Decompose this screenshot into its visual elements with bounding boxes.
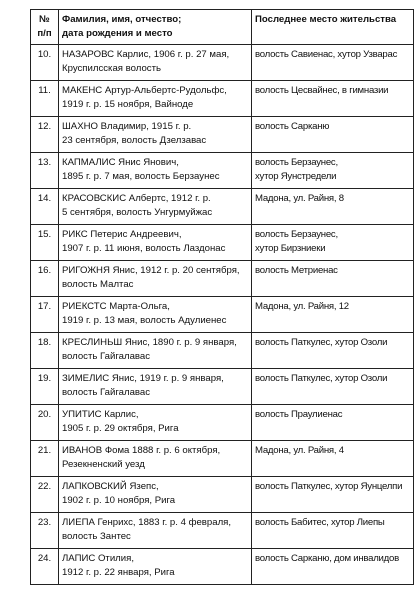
residence-line: волость Цесвайнес, в гимназии — [255, 85, 389, 96]
person-cell — [59, 261, 252, 297]
residence-cell — [252, 117, 414, 153]
person-line: 1895 г. р. 7 мая, волость Берзаунес — [62, 171, 220, 182]
table-row — [31, 261, 414, 297]
residence-cell — [252, 153, 414, 189]
table-row — [31, 225, 414, 261]
row-number: 24. — [31, 549, 59, 585]
residence-cell — [252, 369, 414, 405]
row-number: 12. — [31, 117, 59, 153]
person-line: КРЕСЛИНЬШ Янис, 1890 г. р. 9 января, — [62, 337, 237, 348]
person-cell — [59, 117, 252, 153]
person-cell — [59, 225, 252, 261]
residence-line: волость Праулиенас — [255, 409, 343, 420]
person-line: КАПМАЛИС Янис Янович, — [62, 157, 179, 168]
residence-line: Мадона, ул. Райня, 4 — [255, 445, 344, 456]
row-number: 11. — [31, 81, 59, 117]
header-line: Фамилия, имя, отчество; — [62, 14, 182, 25]
person-line: волость Малтас — [62, 279, 134, 290]
person-line: Круспилсская волость — [62, 63, 161, 74]
person-cell — [59, 333, 252, 369]
person-line: волость Зантес — [62, 531, 131, 542]
table-row — [31, 333, 414, 369]
person-cell — [59, 405, 252, 441]
residence-cell — [252, 405, 414, 441]
residence-cell — [252, 549, 414, 585]
person-line: 1907 г. р. 11 июня, волость Лаздонас — [62, 243, 226, 254]
person-line: 1905 г. р. 29 октября, Рига — [62, 423, 179, 434]
person-line: 1912 г. р. 22 января, Рига — [62, 567, 175, 578]
table-row — [31, 477, 414, 513]
person-line: ИВАНОВ Фома 1888 г. р. 6 октября, — [62, 445, 221, 456]
residence-line: волость Паткулес, хутор Яунцелпи — [255, 481, 403, 492]
residence-line: волость Бабитес, хутор Лиепы — [255, 517, 385, 528]
person-cell — [59, 45, 252, 81]
person-cell — [59, 189, 252, 225]
residence-cell — [252, 441, 414, 477]
header-line: № — [39, 14, 50, 25]
person-line: ЛАПКОВСКИЙ Язепс, — [62, 481, 159, 492]
person-line: 23 сентября, волость Дзелзавас — [62, 135, 207, 146]
person-cell — [59, 369, 252, 405]
row-number: 15. — [31, 225, 59, 261]
person-line: 1919 г. р. 15 ноября, Вайноде — [62, 99, 194, 110]
person-line: волость Гайгалавас — [62, 351, 151, 362]
person-line: УПИТИС Карлис, — [62, 409, 139, 420]
person-line: 1902 г. р. 10 ноября, Рига — [62, 495, 176, 506]
person-cell — [59, 441, 252, 477]
residence-cell — [252, 225, 414, 261]
row-number: 18. — [31, 333, 59, 369]
table-row — [31, 189, 414, 225]
table-row — [31, 549, 414, 585]
row-number: 22. — [31, 477, 59, 513]
residence-cell — [252, 81, 414, 117]
header-person — [59, 10, 252, 45]
person-line: 5 сентября, волость Унгурмуйжас — [62, 207, 213, 218]
header-line: дата рождения и место — [62, 28, 173, 39]
header-line: Последнее место жительства — [255, 14, 397, 25]
person-cell — [59, 153, 252, 189]
person-cell — [59, 477, 252, 513]
residence-line: волость Берзаунес, — [255, 229, 338, 240]
person-line: МАКЕНС Артур-Альбертс-Рудольфс, — [62, 85, 227, 96]
person-cell — [59, 549, 252, 585]
table-row — [31, 45, 414, 81]
row-number: 13. — [31, 153, 59, 189]
row-number: 10. — [31, 45, 59, 81]
document-sheet — [30, 9, 413, 585]
residence-cell — [252, 261, 414, 297]
person-line: ЗИМЕЛИС Янис, 1919 г. р. 9 января, — [62, 373, 224, 384]
person-line: РИЕКСТС Марта-Ольга, — [62, 301, 170, 312]
person-cell — [59, 513, 252, 549]
residence-line: волость Савиенас, хутор Узварас — [255, 49, 398, 60]
header-row — [31, 10, 414, 45]
person-line: НАЗАРОВС Карлис, 1906 г. р. 27 мая, — [62, 49, 230, 60]
header-residence — [252, 10, 414, 45]
person-cell — [59, 81, 252, 117]
table-row — [31, 405, 414, 441]
person-line: РИГОЖНЯ Янис, 1912 г. р. 20 сентября, — [62, 265, 240, 276]
residence-cell — [252, 189, 414, 225]
residence-line: волость Паткулес, хутор Озоли — [255, 373, 388, 384]
person-line: ЛИЕПА Генрихс, 1883 г. р. 4 февраля, — [62, 517, 232, 528]
residence-line: волость Берзаунес, — [255, 157, 338, 168]
person-line: РИКС Петерис Андреевич, — [62, 229, 182, 240]
residence-line: хутор Яунстредели — [255, 171, 337, 182]
row-number: 16. — [31, 261, 59, 297]
person-line: ШАХНО Владимир, 1915 г. р. — [62, 121, 192, 132]
table-row — [31, 81, 414, 117]
residence-line: волость Сарканю — [255, 121, 330, 132]
residence-line: волость Метриенас — [255, 265, 338, 276]
person-line: 1919 г. р. 13 мая, волость Адулиенес — [62, 315, 227, 326]
row-number: 19. — [31, 369, 59, 405]
table-row — [31, 441, 414, 477]
table-row — [31, 297, 414, 333]
residence-line: Мадона, ул. Райня, 12 — [255, 301, 349, 312]
person-line: КРАСОВСКИС Албертс, 1912 г. р. — [62, 193, 211, 204]
victims-table — [30, 9, 414, 585]
residence-line: Мадона, ул. Райня, 8 — [255, 193, 344, 204]
row-number: 20. — [31, 405, 59, 441]
table-row — [31, 369, 414, 405]
table-body — [31, 45, 414, 585]
residence-cell — [252, 333, 414, 369]
row-number: 17. — [31, 297, 59, 333]
residence-line: хутор Бирзниеки — [255, 243, 326, 254]
row-number: 14. — [31, 189, 59, 225]
person-line: волость Гайгалавас — [62, 387, 151, 398]
row-number: 21. — [31, 441, 59, 477]
residence-cell — [252, 297, 414, 333]
residence-cell — [252, 477, 414, 513]
person-line: Резекненский уезд — [62, 459, 145, 470]
row-number: 23. — [31, 513, 59, 549]
residence-line: волость Паткулес, хутор Озоли — [255, 337, 388, 348]
table-row — [31, 117, 414, 153]
person-line: ЛАПИС Отилия, — [62, 553, 135, 564]
residence-cell — [252, 513, 414, 549]
header-number — [31, 10, 59, 45]
person-cell — [59, 297, 252, 333]
table-row — [31, 153, 414, 189]
header-line: п/п — [37, 28, 52, 39]
residence-line: волость Сарканю, дом инвалидов — [255, 553, 399, 564]
residence-cell — [252, 45, 414, 81]
table-row — [31, 513, 414, 549]
